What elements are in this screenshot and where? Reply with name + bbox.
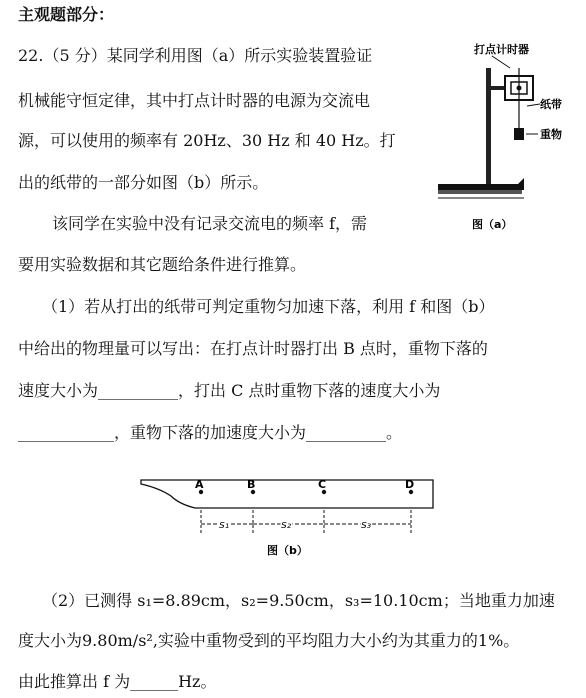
problem-line-6: 要用实验数据和其它题给条件进行推算。 bbox=[18, 255, 307, 274]
stand-base bbox=[438, 178, 524, 190]
part1-line-3: 速度大小为__________，打出 C 点时重物下落的速度大小为 bbox=[18, 381, 441, 400]
figure-b-tape bbox=[135, 466, 440, 562]
tape-label: 纸带 bbox=[540, 98, 562, 111]
label-s1: s₁ bbox=[219, 518, 230, 531]
label-c: C bbox=[318, 478, 327, 491]
part1-line-1: （1）若从打出的纸带可判定重物匀加速下落，利用 f 和图（b） bbox=[42, 297, 495, 316]
label-d: D bbox=[405, 478, 415, 491]
weight-label: 重物 bbox=[540, 128, 562, 141]
figure-b-caption: 图（b） bbox=[267, 544, 308, 557]
part2-line-1: （2）已测得 s₁=8.89cm，s₂=9.50cm，s₃=10.10cm；当地重力加速 bbox=[42, 591, 555, 610]
part2-line-3: 由此推算出 f 为______Hz。 bbox=[18, 672, 217, 691]
timer-pointer bbox=[492, 56, 510, 68]
section-heading: 主观题部分： bbox=[18, 5, 115, 24]
figure-a-apparatus bbox=[432, 38, 582, 238]
timer-label: 打点计时器 bbox=[474, 43, 529, 56]
weight-block bbox=[514, 128, 524, 140]
problem-line-2: 机械能守恒定律，其中打点计时器的电源为交流电 bbox=[18, 91, 371, 110]
part1-line-2: 中给出的物理量可以写出：在打点计时器打出 B 点时，重物下落的 bbox=[18, 339, 488, 358]
part2-line-2: 度大小为9.80m/s²,实验中重物受到的平均阻力大小约为其重力的1%。 bbox=[18, 631, 520, 650]
problem-line-3: 源，可以使用的频率有 20Hz、30 Hz 和 40 Hz。打 bbox=[18, 131, 396, 150]
problem-line-1: 22.（5 分）某同学利用图（a）所示实验装置验证 bbox=[18, 46, 373, 65]
figure-a-caption: 图（a） bbox=[472, 218, 513, 231]
problem-line-5: 该同学在实验中没有记录交流电的频率 f，需 bbox=[52, 214, 368, 233]
tape-outline bbox=[141, 480, 433, 508]
stand-rod bbox=[486, 68, 491, 186]
label-s3: s₃ bbox=[361, 518, 372, 531]
label-b: B bbox=[247, 478, 256, 491]
problem-line-4: 出的纸带的一部分如图（b）所示。 bbox=[18, 173, 269, 192]
label-s2: s₂ bbox=[281, 518, 292, 531]
part1-line-4: ____________，重物下落的加速度大小为__________。 bbox=[18, 423, 403, 442]
label-a: A bbox=[195, 478, 204, 491]
